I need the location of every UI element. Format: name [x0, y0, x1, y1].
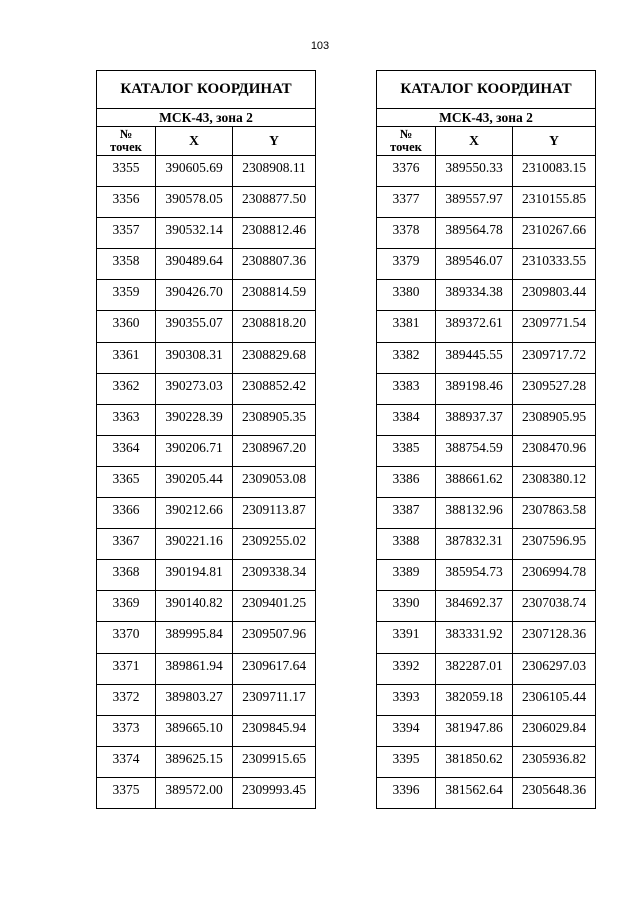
y-coordinate-cell: 2309113.87 — [233, 498, 316, 529]
y-coordinate-cell: 2310083.15 — [513, 156, 596, 187]
y-coordinate-cell: 2309617.64 — [233, 653, 316, 684]
point-number-cell: 3372 — [97, 684, 156, 715]
point-number-cell: 3358 — [97, 249, 156, 280]
x-coordinate-cell: 388132.96 — [436, 498, 513, 529]
y-coordinate-cell: 2308812.46 — [233, 218, 316, 249]
table-row — [97, 622, 316, 653]
table-row — [377, 622, 596, 653]
x-coordinate-cell: 390578.05 — [156, 187, 233, 218]
y-coordinate-cell: 2309507.96 — [233, 622, 316, 653]
x-coordinate-cell: 390532.14 — [156, 218, 233, 249]
point-number-cell: 3386 — [377, 466, 436, 497]
y-coordinate-cell: 2305936.82 — [513, 746, 596, 777]
y-coordinate-cell: 2309717.72 — [513, 342, 596, 373]
table-row — [377, 373, 596, 404]
x-coordinate-cell: 390605.69 — [156, 156, 233, 187]
point-number-cell: 3368 — [97, 560, 156, 591]
x-coordinate-cell: 382287.01 — [436, 653, 513, 684]
table-row — [97, 280, 316, 311]
y-coordinate-cell: 2305648.36 — [513, 777, 596, 808]
point-number-cell: 3381 — [377, 311, 436, 342]
x-coordinate-cell: 385954.73 — [436, 560, 513, 591]
table-row — [377, 311, 596, 342]
y-coordinate-cell: 2309803.44 — [513, 280, 596, 311]
y-coordinate-cell: 2309993.45 — [233, 777, 316, 808]
x-coordinate-cell: 389861.94 — [156, 653, 233, 684]
x-coordinate-cell: 381947.86 — [436, 715, 513, 746]
table-row — [377, 280, 596, 311]
table-title: КАТАЛОГ КООРДИНАТ — [97, 71, 316, 109]
table-body — [377, 156, 596, 809]
x-coordinate-cell: 388661.62 — [436, 466, 513, 497]
point-number-cell: 3379 — [377, 249, 436, 280]
table-row — [377, 684, 596, 715]
point-number-cell: 3360 — [97, 311, 156, 342]
y-coordinate-cell: 2306029.84 — [513, 715, 596, 746]
y-coordinate-cell: 2309255.02 — [233, 529, 316, 560]
point-number-cell: 3382 — [377, 342, 436, 373]
table-subtitle: МСК-43, зона 2 — [97, 109, 316, 127]
x-coordinate-cell: 390194.81 — [156, 560, 233, 591]
x-coordinate-cell: 388937.37 — [436, 404, 513, 435]
point-number-cell: 3395 — [377, 746, 436, 777]
x-coordinate-cell: 389198.46 — [436, 373, 513, 404]
point-number-cell: 3384 — [377, 404, 436, 435]
y-coordinate-cell: 2308967.20 — [233, 435, 316, 466]
x-coordinate-cell: 389625.15 — [156, 746, 233, 777]
y-coordinate-cell: 2310267.66 — [513, 218, 596, 249]
y-coordinate-cell: 2309527.28 — [513, 373, 596, 404]
table-row — [97, 746, 316, 777]
x-coordinate-cell: 384692.37 — [436, 591, 513, 622]
y-coordinate-cell: 2309771.54 — [513, 311, 596, 342]
table-row — [97, 249, 316, 280]
point-number-cell: 3393 — [377, 684, 436, 715]
table-row — [377, 560, 596, 591]
x-coordinate-cell: 389372.61 — [436, 311, 513, 342]
x-coordinate-cell: 389557.97 — [436, 187, 513, 218]
point-number-cell: 3377 — [377, 187, 436, 218]
y-coordinate-cell: 2308807.36 — [233, 249, 316, 280]
table-row — [97, 404, 316, 435]
point-number-header: № точек — [97, 127, 156, 156]
table-row — [377, 529, 596, 560]
table-row — [97, 218, 316, 249]
table-row — [97, 715, 316, 746]
table-row — [377, 218, 596, 249]
x-coordinate-cell: 388754.59 — [436, 435, 513, 466]
x-coordinate-cell: 390489.64 — [156, 249, 233, 280]
point-number-cell: 3392 — [377, 653, 436, 684]
table-row — [377, 249, 596, 280]
y-coordinate-cell: 2307863.58 — [513, 498, 596, 529]
y-coordinate-cell: 2309053.08 — [233, 466, 316, 497]
x-coordinate-cell: 387832.31 — [436, 529, 513, 560]
point-number-cell: 3383 — [377, 373, 436, 404]
x-coordinate-cell: 390308.31 — [156, 342, 233, 373]
x-column-header: X — [436, 127, 513, 156]
table-row — [377, 653, 596, 684]
table-row — [97, 311, 316, 342]
point-number-cell: 3388 — [377, 529, 436, 560]
x-coordinate-cell: 390273.03 — [156, 373, 233, 404]
y-column-header: Y — [513, 127, 596, 156]
x-coordinate-cell: 390355.07 — [156, 311, 233, 342]
table-row — [377, 777, 596, 808]
point-number-header: № точек — [377, 127, 436, 156]
x-coordinate-cell: 390205.44 — [156, 466, 233, 497]
point-number-cell: 3385 — [377, 435, 436, 466]
x-coordinate-cell: 389445.55 — [436, 342, 513, 373]
coordinate-catalog-table-left — [96, 70, 316, 809]
table-row — [377, 466, 596, 497]
table-row — [377, 187, 596, 218]
y-coordinate-cell: 2308905.95 — [513, 404, 596, 435]
x-coordinate-cell: 381850.62 — [436, 746, 513, 777]
table-body — [97, 156, 316, 809]
point-number-cell: 3396 — [377, 777, 436, 808]
x-coordinate-cell: 390221.16 — [156, 529, 233, 560]
table-row — [377, 435, 596, 466]
point-number-cell: 3356 — [97, 187, 156, 218]
table-row — [97, 156, 316, 187]
point-number-cell: 3371 — [97, 653, 156, 684]
y-coordinate-cell: 2308380.12 — [513, 466, 596, 497]
y-coordinate-cell: 2309915.65 — [233, 746, 316, 777]
table-row — [377, 156, 596, 187]
point-number-cell: 3366 — [97, 498, 156, 529]
x-coordinate-cell: 390206.71 — [156, 435, 233, 466]
table-row — [97, 435, 316, 466]
x-coordinate-cell: 390426.70 — [156, 280, 233, 311]
table-title: КАТАЛОГ КООРДИНАТ — [377, 71, 596, 109]
y-coordinate-cell: 2308877.50 — [233, 187, 316, 218]
point-number-cell: 3365 — [97, 466, 156, 497]
table-row — [377, 715, 596, 746]
point-number-cell: 3355 — [97, 156, 156, 187]
x-column-header: X — [156, 127, 233, 156]
y-coordinate-cell: 2308814.59 — [233, 280, 316, 311]
table-row — [97, 373, 316, 404]
point-number-cell: 3374 — [97, 746, 156, 777]
point-number-cell: 3394 — [377, 715, 436, 746]
point-number-cell: 3363 — [97, 404, 156, 435]
x-coordinate-cell: 390140.82 — [156, 591, 233, 622]
y-coordinate-cell: 2309401.25 — [233, 591, 316, 622]
y-coordinate-cell: 2310155.85 — [513, 187, 596, 218]
point-number-cell: 3364 — [97, 435, 156, 466]
x-coordinate-cell: 390212.66 — [156, 498, 233, 529]
y-coordinate-cell: 2308818.20 — [233, 311, 316, 342]
y-column-header: Y — [233, 127, 316, 156]
point-number-cell: 3369 — [97, 591, 156, 622]
y-coordinate-cell: 2308905.35 — [233, 404, 316, 435]
point-number-cell: 3376 — [377, 156, 436, 187]
table-row — [377, 591, 596, 622]
page-number: 103 — [310, 40, 330, 52]
x-coordinate-cell: 389564.78 — [436, 218, 513, 249]
x-coordinate-cell: 383331.92 — [436, 622, 513, 653]
x-coordinate-cell: 381562.64 — [436, 777, 513, 808]
y-coordinate-cell: 2307038.74 — [513, 591, 596, 622]
y-coordinate-cell: 2309845.94 — [233, 715, 316, 746]
x-coordinate-cell: 389546.07 — [436, 249, 513, 280]
point-number-cell: 3367 — [97, 529, 156, 560]
x-coordinate-cell: 389550.33 — [436, 156, 513, 187]
point-number-cell: 3378 — [377, 218, 436, 249]
table-row — [97, 529, 316, 560]
y-coordinate-cell: 2309711.17 — [233, 684, 316, 715]
x-coordinate-cell: 382059.18 — [436, 684, 513, 715]
y-coordinate-cell: 2308470.96 — [513, 435, 596, 466]
table-row — [97, 466, 316, 497]
y-coordinate-cell: 2308908.11 — [233, 156, 316, 187]
y-coordinate-cell: 2306105.44 — [513, 684, 596, 715]
y-coordinate-cell: 2308829.68 — [233, 342, 316, 373]
x-coordinate-cell: 389334.38 — [436, 280, 513, 311]
table-subtitle: МСК-43, зона 2 — [377, 109, 596, 127]
table-row — [377, 342, 596, 373]
x-coordinate-cell: 389995.84 — [156, 622, 233, 653]
y-coordinate-cell: 2306297.03 — [513, 653, 596, 684]
point-number-cell: 3380 — [377, 280, 436, 311]
y-coordinate-cell: 2309338.34 — [233, 560, 316, 591]
table-row — [97, 591, 316, 622]
point-number-cell: 3391 — [377, 622, 436, 653]
table-row — [97, 342, 316, 373]
table-row — [377, 746, 596, 777]
point-number-cell: 3375 — [97, 777, 156, 808]
x-coordinate-cell: 389572.00 — [156, 777, 233, 808]
x-coordinate-cell: 389665.10 — [156, 715, 233, 746]
y-coordinate-cell: 2307128.36 — [513, 622, 596, 653]
coordinate-catalog-table-right — [376, 70, 596, 809]
table-row — [97, 653, 316, 684]
point-number-cell: 3373 — [97, 715, 156, 746]
point-number-cell: 3387 — [377, 498, 436, 529]
y-coordinate-cell: 2307596.95 — [513, 529, 596, 560]
table-row — [97, 498, 316, 529]
table-row — [377, 404, 596, 435]
point-number-cell: 3370 — [97, 622, 156, 653]
point-number-cell: 3389 — [377, 560, 436, 591]
table-row — [377, 498, 596, 529]
y-coordinate-cell: 2306994.78 — [513, 560, 596, 591]
point-number-cell: 3357 — [97, 218, 156, 249]
y-coordinate-cell: 2308852.42 — [233, 373, 316, 404]
x-coordinate-cell: 390228.39 — [156, 404, 233, 435]
table-row — [97, 560, 316, 591]
y-coordinate-cell: 2310333.55 — [513, 249, 596, 280]
table-row — [97, 187, 316, 218]
table-row — [97, 684, 316, 715]
point-number-cell: 3390 — [377, 591, 436, 622]
point-number-cell: 3359 — [97, 280, 156, 311]
table-row — [97, 777, 316, 808]
x-coordinate-cell: 389803.27 — [156, 684, 233, 715]
point-number-cell: 3361 — [97, 342, 156, 373]
point-number-cell: 3362 — [97, 373, 156, 404]
